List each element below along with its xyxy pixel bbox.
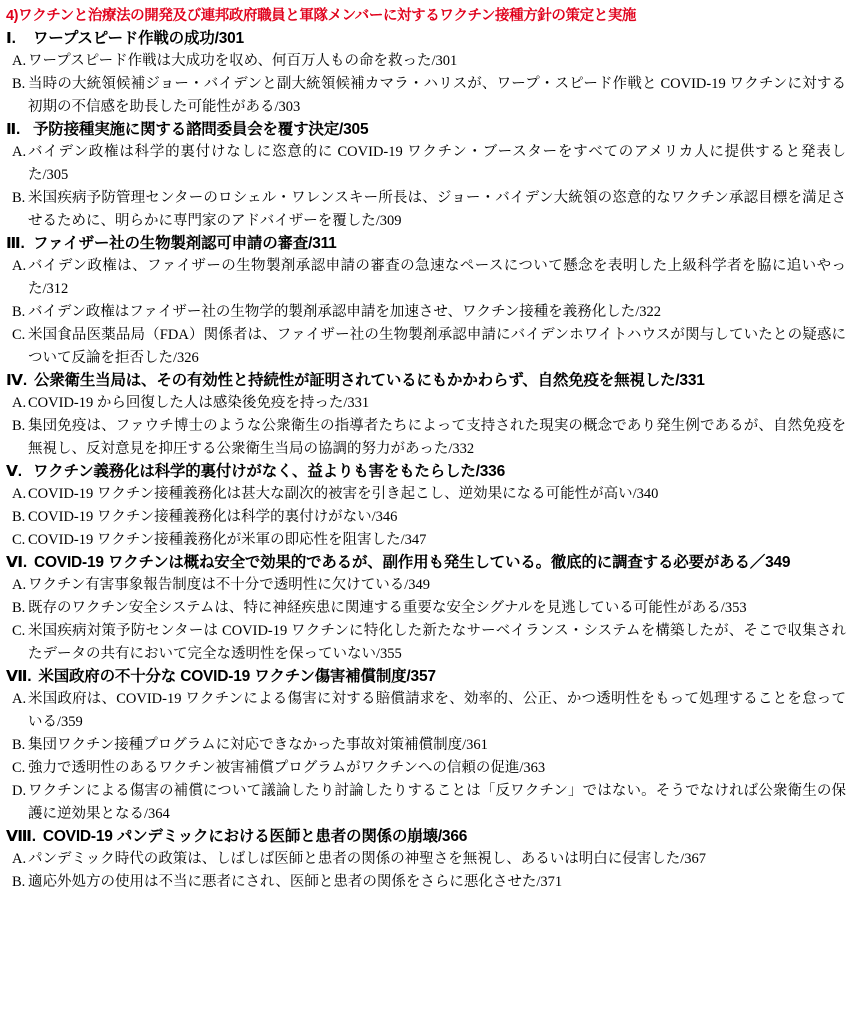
section-number: Ⅲ. (6, 235, 25, 252)
list-item (6, 620, 846, 666)
section-heading-text: 米国政府の不十分な COVID-19 ワクチン傷害補償制度/357 (38, 668, 436, 685)
item-label: A. (12, 577, 27, 593)
item-label: A. (12, 258, 27, 274)
item-text: 米国疾病対策予防センターは COVID-19 ワクチンに特化した新たなサーベイランス・システムを構築したが、そこで収集されたデータの共有において完全な透明性を保っていない/355 (28, 623, 846, 662)
item-label: B. (12, 418, 26, 434)
list-item (6, 688, 846, 734)
item-label: B. (12, 76, 26, 92)
item-text: パンデミック時代の政策は、しばしば医師と患者の関係の神聖さを無視し、あるいは明白に侵害した/367 (28, 851, 706, 867)
list-item (6, 187, 846, 233)
item-label: A. (12, 486, 27, 502)
item-text: バイデン政権は、ファイザーの生物製剤承認申請の審査の急速なペースについて懸念を表明した上級科学者を脇に追いやった/312 (28, 258, 846, 297)
item-text: 強力で透明性のあるワクチン被害補償プログラムがワクチンへの信頼の促進/363 (28, 760, 546, 776)
list-item (6, 255, 846, 301)
section-number: Ⅵ. (6, 554, 27, 571)
item-label: C. (12, 623, 26, 639)
list-item (6, 506, 846, 529)
item-text: 既存のワクチン安全システムは、特に神経疾患に関連する重要な安全シグナルを見逃している可能性がある/353 (28, 600, 747, 616)
list-item (6, 848, 846, 871)
item-label: D. (12, 783, 27, 799)
list-item (6, 597, 846, 620)
section-number: Ⅳ. (6, 372, 27, 389)
item-text: ワクチン有害事象報告制度は不十分で透明性に欠けている/349 (28, 577, 431, 593)
item-text: 集団ワクチン接種プログラムに対応できなかった事故対策補償制度/361 (28, 737, 488, 753)
section-number: Ⅶ. (6, 668, 32, 685)
section-heading-text: COVID-19 パンデミックにおける医師と患者の関係の崩壊/366 (42, 828, 468, 845)
item-text: ワクチンによる傷害の補償について議論したり討論したりすることは「反ワクチン」ではない。そうでなければ公衆衛生の保護に逆効果となる/364 (28, 783, 846, 822)
item-text: 当時の大統領候補ジョー・バイデンと副大統領候補カマラ・ハリスが、ワープ・スピード作戦と COVID-19 ワクチンに対する初期の不信感を助長した可能性がある/303 (28, 76, 846, 115)
section-heading (6, 28, 846, 50)
section-number: Ⅷ. (6, 828, 36, 845)
item-label: A. (12, 53, 27, 69)
list-item (6, 529, 846, 552)
item-text: 米国食品医薬品局（FDA）関係者は、ファイザー社の生物製剤承認申請にバイデンホワイトハウスが関与していたとの疑惑について反論を拒否した/326 (28, 327, 846, 366)
list-item (6, 871, 846, 894)
list-item (6, 392, 846, 415)
item-label: B. (12, 509, 26, 525)
list-item (6, 780, 846, 826)
item-label: B. (12, 737, 26, 753)
section-heading (6, 552, 846, 574)
item-text: ワープスピード作戦は大成功を収め、何百万人もの命を救った/301 (28, 53, 458, 69)
list-item (6, 574, 846, 597)
section-heading-text: ファイザー社の生物製剤認可申請の審査/311 (33, 235, 337, 252)
list-item (6, 734, 846, 757)
section-heading-text: ワクチン義務化は科学的裏付けがなく、益よりも害をもたらした/336 (33, 463, 505, 480)
section-list (6, 28, 846, 894)
item-text: COVID-19 ワクチン接種義務化は甚大な副次的被害を引き起こし、逆効果になる可能性が高い/340 (28, 486, 659, 502)
list-item (6, 757, 846, 780)
section-heading-text: COVID-19 ワクチンは概ね安全で効果的であるが、副作用も発生している。徹底的に調査する必要がある／349 (33, 554, 791, 571)
item-text: 適応外処方の使用は不当に悪者にされ、医師と患者の関係をさらに悪化させた/371 (28, 874, 563, 890)
item-label: C. (12, 532, 26, 548)
section-heading (6, 826, 846, 848)
section-number: Ⅰ. (6, 30, 16, 47)
list-item (6, 73, 846, 119)
section-heading (6, 461, 846, 483)
item-label: A. (12, 144, 27, 160)
item-label: C. (12, 327, 26, 343)
item-label: C. (12, 760, 26, 776)
section-heading-text: 予防接種実施に関する諮問委員会を覆す決定/305 (33, 121, 369, 138)
item-text: 集団免疫は、ファウチ博士のような公衆衛生の指導者たちによって支持された現実の概念であり発生例であるが、自然免疫を無視し、反対意見を抑圧する公衆衛生当局の協調的努力があった/332 (28, 418, 846, 457)
list-item (6, 50, 846, 73)
section-heading (6, 666, 846, 688)
section-number: Ⅴ. (6, 463, 22, 480)
section-number: Ⅱ. (6, 121, 21, 138)
section-heading (6, 370, 846, 392)
list-item (6, 141, 846, 187)
section-heading (6, 119, 846, 141)
section-heading (6, 233, 846, 255)
item-label: A. (12, 395, 27, 411)
item-text: COVID-19 から回復した人は感染後免疫を持った/331 (28, 395, 370, 411)
item-label: B. (12, 190, 26, 206)
item-label: B. (12, 600, 26, 616)
item-label: B. (12, 304, 26, 320)
section-heading-text: ワープスピード作戦の成功/301 (33, 30, 244, 47)
item-text: バイデン政権はファイザー社の生物学的製剤承認申請を加速させ、ワクチン接種を義務化した/322 (28, 304, 662, 320)
item-text: COVID-19 ワクチン接種義務化が米軍の即応性を阻害した/347 (28, 532, 427, 548)
item-label: A. (12, 851, 27, 867)
item-text: COVID-19 ワクチン接種義務化は科学的裏付けがない/346 (28, 509, 398, 525)
document-title: 4)ワクチンと治療法の開発及び連邦政府職員と軍隊メンバーに対するワクチン接種方針の策定と実施 (6, 8, 637, 24)
item-text: 米国疾病予防管理センターのロシェル・ワレンスキー所長は、ジョー・バイデン大統領の恣意的なワクチン承認目標を満足させるために、明らかに専門家のアドバイザーを覆した/309 (28, 190, 846, 229)
list-item (6, 415, 846, 461)
item-text: バイデン政権は科学的裏付けなしに恣意的に COVID-19 ワクチン・ブースターをすべてのアメリカ人に提供すると発表した/305 (28, 144, 846, 183)
item-text: 米国政府は、COVID-19 ワクチンによる傷害に対する賠償請求を、効率的、公正、かつ透明性をもって処理することを怠っている/359 (28, 691, 846, 730)
item-label: A. (12, 691, 27, 707)
list-item (6, 483, 846, 506)
item-label: B. (12, 874, 26, 890)
list-item (6, 324, 846, 370)
section-heading-text: 公衆衛生当局は、その有効性と持続性が証明されているにもかかわらず、自然免疫を無視した/331 (33, 372, 705, 389)
list-item (6, 301, 846, 324)
